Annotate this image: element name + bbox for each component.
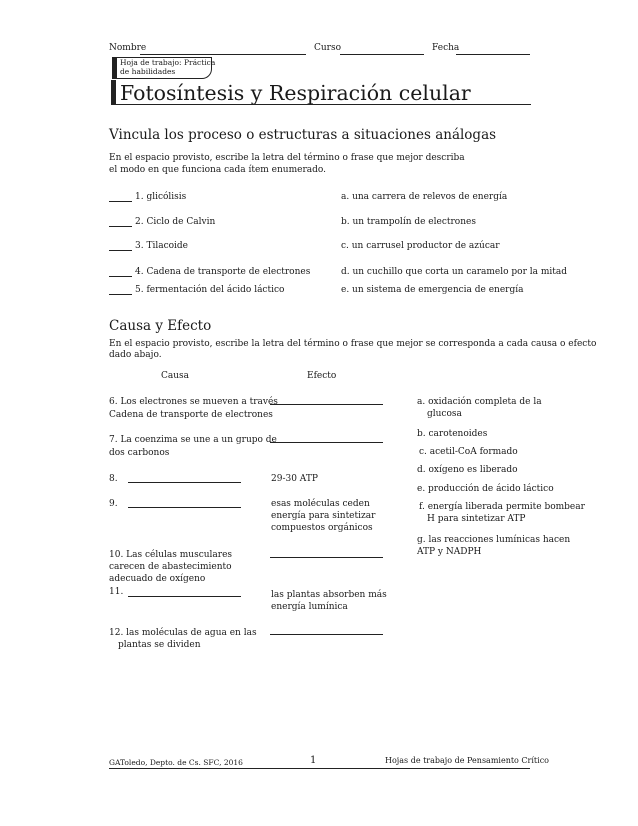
effect-9-line-3: compuestos orgánicos xyxy=(271,523,373,533)
item-2: 2. Ciclo de Calvin xyxy=(135,217,216,227)
cause-8-number: 8. xyxy=(109,474,118,484)
answer-e: e. producción de ácido láctico xyxy=(417,484,554,494)
option-c: c. un carrusel productor de azúcar xyxy=(341,241,500,251)
tag-line-2: de habilidades xyxy=(120,67,176,76)
cause-6-line-2: Cadena de transporte de electrones xyxy=(109,410,273,420)
page-number: 1 xyxy=(310,755,317,766)
answer-blank-5[interactable] xyxy=(109,294,132,295)
item-4: 4. Cadena de transporte de electrones xyxy=(135,267,311,277)
cause-6-line-1: 6. Los electrones se mueven a través xyxy=(109,397,278,407)
fecha-field[interactable] xyxy=(456,54,530,55)
cause-12-line-2: plantas se dividen xyxy=(118,640,201,650)
option-a: a. una carrera de relevos de energía xyxy=(341,192,508,202)
footer-series: Hojas de trabajo de Pensamiento Crítico xyxy=(385,756,549,765)
answer-g-line-2: ATP y NADPH xyxy=(417,547,482,557)
answer-d: d. oxígeno es liberado xyxy=(417,465,518,475)
effect-blank-7[interactable] xyxy=(270,442,383,443)
answer-c: c. acetil-CoA formado xyxy=(419,447,518,457)
answer-a-line-1: a. oxidación completa de la xyxy=(417,397,542,407)
cause-9-number: 9. xyxy=(109,499,118,509)
nombre-label: Nombre xyxy=(109,43,147,53)
section1-instructions-1: En el espacio provisto, escribe la letra del término o frase que mejor describa xyxy=(109,153,465,163)
nombre-field[interactable] xyxy=(140,54,306,55)
answer-f-line-1: f. energía liberada permite bombear xyxy=(419,502,585,512)
effect-blank-12[interactable] xyxy=(270,634,383,635)
effect-11-line-2: energía lumínica xyxy=(271,602,348,612)
section1-heading: Vincula los proceso o estructuras a situaciones análogas xyxy=(109,127,497,143)
answer-blank-4[interactable] xyxy=(109,276,132,277)
cause-7-line-1: 7. La coenzima se une a un grupo de xyxy=(109,435,277,445)
cause-blank-9[interactable] xyxy=(128,507,241,508)
section2-instructions-1: En el espacio provisto, escribe la letra del término o frase que mejor se corresponda a cada causa o efecto xyxy=(109,339,597,349)
option-d: d. un cuchillo que corta un caramelo por la mitad xyxy=(341,267,568,277)
answer-blank-2[interactable] xyxy=(109,226,132,227)
effect-9-line-2: energía para sintetizar xyxy=(271,511,376,521)
answer-blank-1[interactable] xyxy=(109,201,132,202)
curso-field[interactable] xyxy=(340,54,424,55)
footer-rule xyxy=(109,768,530,769)
cause-12-line-1: 12. las moléculas de agua en las xyxy=(109,628,257,638)
title-rule xyxy=(111,104,531,105)
item-5: 5. fermentación del ácido láctico xyxy=(135,285,285,295)
effect-9-line-1: esas moléculas ceden xyxy=(271,499,370,509)
cause-10-line-2: carecen de abastecimiento xyxy=(109,562,232,572)
answer-blank-3[interactable] xyxy=(109,250,132,251)
cause-10-line-1: 10. Las células musculares xyxy=(109,550,233,560)
effect-8: 29-30 ATP xyxy=(271,474,318,484)
answer-b: b. carotenoides xyxy=(417,429,488,439)
column-cause: Causa xyxy=(161,371,190,381)
tag-line-1: Hoja de trabajo: Práctica xyxy=(120,58,216,67)
cause-10-line-3: adecuado de oxígeno xyxy=(109,574,206,584)
effect-blank-10[interactable] xyxy=(270,557,383,558)
answer-g-line-1: g. las reacciones lumínicas hacen xyxy=(417,535,571,545)
effect-11-line-1: las plantas absorben más xyxy=(271,590,387,600)
section1-instructions-2: el modo en que funciona cada ítem enumerado. xyxy=(109,165,327,175)
section2-instructions-2: dado abajo. xyxy=(109,350,162,360)
cause-blank-11[interactable] xyxy=(128,596,241,597)
answer-a-line-2: glucosa xyxy=(427,409,462,419)
answer-f-line-2: H para sintetizar ATP xyxy=(427,514,526,524)
footer-credit: GAToledo, Depto. de Cs. SFC, 2016 xyxy=(109,758,243,767)
worksheet-tag xyxy=(112,57,216,79)
cause-blank-8[interactable] xyxy=(128,482,241,483)
cause-11-number: 11. xyxy=(109,587,124,597)
column-effect: Efecto xyxy=(307,371,337,381)
option-e: e. un sistema de emergencia de energía xyxy=(341,285,524,295)
effect-blank-6[interactable] xyxy=(270,404,383,405)
item-1: 1. glicólisis xyxy=(135,192,187,202)
title-bar xyxy=(111,80,116,105)
page-title: Fotosíntesis y Respiración celular xyxy=(120,81,471,105)
cause-7-line-2: dos carbonos xyxy=(109,448,170,458)
option-b: b. un trampolín de electrones xyxy=(341,217,476,227)
fecha-label: Fecha xyxy=(432,43,460,53)
curso-label: Curso xyxy=(314,43,342,53)
section2-heading: Causa y Efecto xyxy=(109,318,212,334)
item-3: 3. Tilacoide xyxy=(135,241,188,251)
